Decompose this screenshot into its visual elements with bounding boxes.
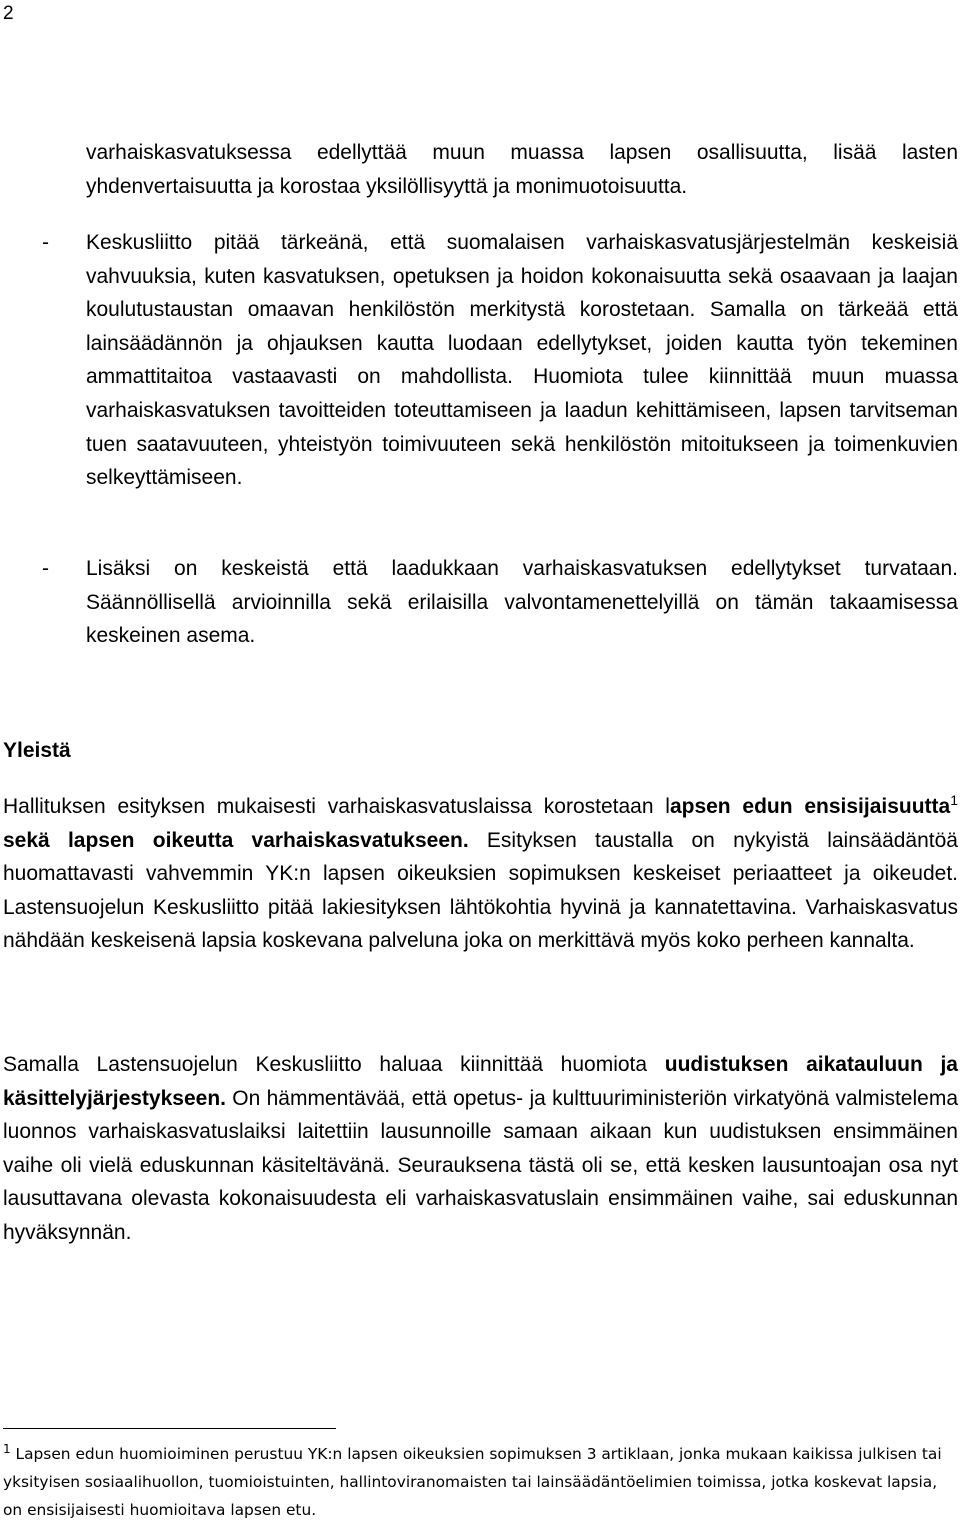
paragraph-text: Esityksen taustalla on nykyistä lainsäädäntöä huomattavasti vahvemmin YK:n lapsen oikeuksien sopimuksen keskeiset periaatteet ja oikeudet. Lastensuojelun Keskusliitto pitää lakiesityksen lähtökohtia hyvinä ja kannatettavina. Varhaiskasvatus nähdään keskeisenä lapsia koskevana palveluna joka on merkittävä myös koko perheen kannalta.: [3, 828, 958, 953]
page-number: 2: [3, 3, 14, 24]
footnote-text: Lapsen edun huomioiminen perustuu YK:n lapsen oikeuksien sopimuksen 3 artiklaan, jonka mukaan kaikissa julkisen tai yksityisen sosiaalihuollon, tuomioistuinten, hallintoviranomaisten tai lainsäädäntöelimien toimissa, jotka koskevat lapsia, on ensisijaisesti huomioitava lapsen etu.: [3, 1445, 942, 1519]
footnote-separator: [3, 1428, 336, 1429]
footnote-reference[interactable]: 1: [950, 792, 959, 808]
section-heading: Yleistä: [3, 739, 71, 762]
body-paragraph: [3, 790, 958, 958]
paragraph-text: On hämmentävää, että opetus- ja kulttuuriministeriön virkatyönä valmistelema luonnos varhaiskasvatuslaiksi laitettiin lausunnoille samaan aikaan kun uudistuksen ensimmäinen vaihe oli vielä eduskunnan käsiteltävänä. Seurauksena tästä oli se, että kesken lausuntoajan osa nyt lausuttavana olevasta kokonaisuudesta eli varhaiskasvatuslain ensimmäinen vaihe, sai eduskunnan hyväksynnän.: [3, 1086, 958, 1244]
list-item-marker: -: [42, 231, 49, 254]
footnote-marker: 1: [3, 1441, 11, 1456]
paragraph-text: Samalla Lastensuojelun Keskusliitto haluaa kiinnittää huomiota: [3, 1053, 665, 1076]
list-item-text: Lisäksi on keskeistä että laadukkaan varhaiskasvatuksen edellytykset turvataan. Säännöllisellä arvioinnilla sekä erilaisilla valvontamenettelyillä on tämän takaamisessa keskeinen asema.: [86, 557, 958, 648]
footnote: [3, 1440, 958, 1524]
bold-text: uudistuksen aikatauluun ja käsittelyjärjestykseen.: [3, 1053, 958, 1110]
paragraph-text: Hallituksen esityksen mukaisesti varhaiskasvatuslaissa korostetaan l: [3, 795, 670, 818]
bold-text: apsen edun ensisijaisuutta: [669, 795, 951, 818]
list-item-text: Keskusliitto pitää tärkeänä, että suomalaisen varhaiskasvatusjärjestelmän keskeisiä vahvuuksia, kuten kasvatuksen, opetuksen ja hoidon kokonaisuutta sekä osaavaan ja laajan koulutustaustan omaavan henkilöstön merkitystä korostetaan. Samalla on tärkeää että lainsäädännön ja ohjauksen kautta luodaan edellytykset, joiden kautta työn tekeminen ammattitaitoa vastaavasti on mahdollista. Huomiota tulee kiinnittää muun muassa varhaiskasvatuksen tavoitteiden toteuttamiseen ja laadun kehittämiseen, lapsen tarvitseman tuen saatavuuteen, yhteistyön toimivuuteen sekä henkilöstön mitoitukseen ja toimenkuvien selkeyttämiseen.: [86, 231, 958, 490]
bold-text: sekä lapsen oikeutta varhaiskasvatukseen.: [3, 828, 469, 852]
list-continuation-text: varhaiskasvatuksessa edellyttää muun muassa lapsen osallisuutta, lisää lasten yhdenvertaisuutta ja korostaa yksilöllisyyttä ja monimuotoisuutta.: [86, 141, 958, 198]
list-item-marker: -: [42, 557, 49, 580]
body-paragraph: [3, 1048, 958, 1250]
